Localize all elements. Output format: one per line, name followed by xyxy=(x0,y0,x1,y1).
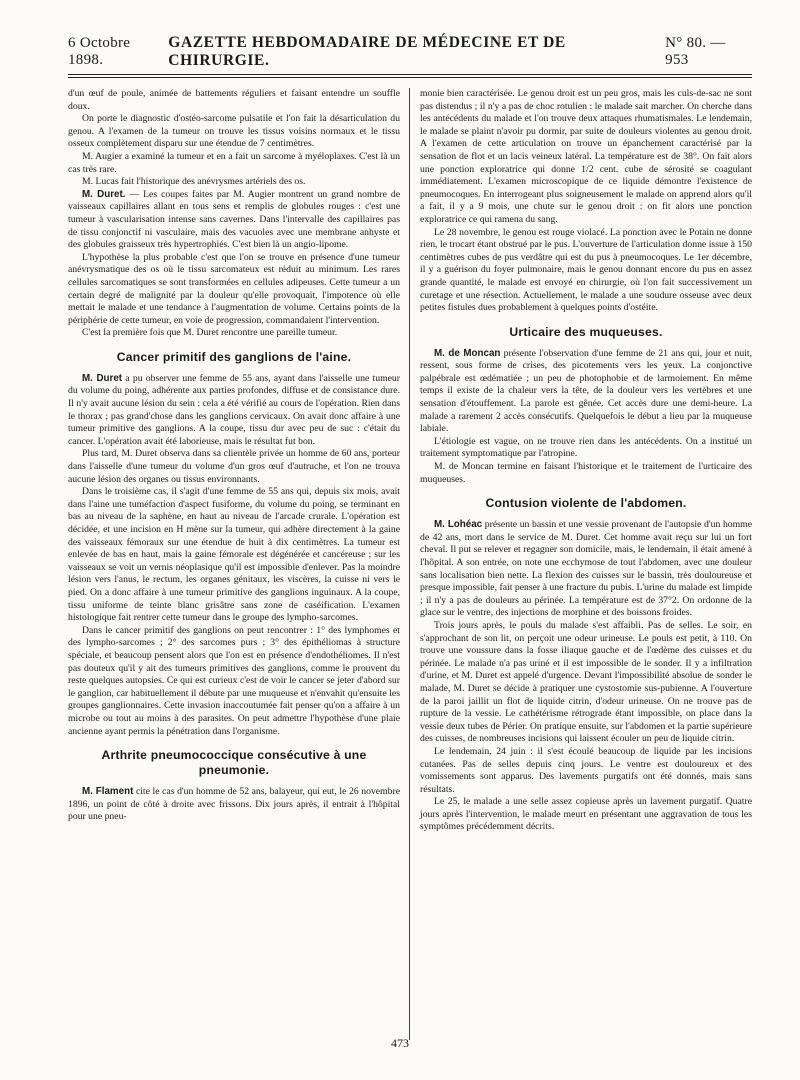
paragraph: Le lendemain, 24 juin : il s'est écoulé beaucoup de liquide par les incisions cutanées. Pas de selles depuis cinq jours. Le ventre est douloureux et des vomissements sont apparus. Des lavements purgatifs ont été donnés, mais sans résultats. xyxy=(420,745,752,795)
left-column xyxy=(68,88,410,1040)
paragraph: Dans le troisième cas, il s'agit d'une femme de 55 ans qui, depuis six mois, avait dans l'aine une tuméfaction d'aspect fusiforme, du volume du poing, se terminant en bas au niveau de la saphène, en haut au niveau de l'arcade crurale. L'opération est décidée, et une incision en H mène sur la tumeur, qui adhère directement à la gaine des vaisseaux fémoraux sur une étendue de huit à dix centimètres. La tumeur est enlevée de bas en haut, mais la gaine fémorale est dégénérée et cancéreuse ; sur les vaisseaux se voit un vernis néoplasique qu'il est impossible d'enlever. Pas la moindre lésion vers l'anus, le rectum, les organes génitaux, les viscères, la cuisse ni vers le pied. On a donc affaire à une tumeur primitive des ganglions inguinaux. A la coupe, tissu uniforme de teinte blanc grisâtre sans zone de caséification. L'examen histologique fait rentrer cette tumeur dans le groupe des lympho-sarcomes. xyxy=(68,486,400,624)
paragraph: d'un œuf de poule, animée de battements réguliers et faisant entendre un souffle doux. xyxy=(68,88,400,112)
running-head xyxy=(68,34,752,75)
paragraph: M. Augier a examiné la tumeur et en a fait un sarcome à myéloplaxes. C'est là un cas très rare. xyxy=(68,150,400,175)
header-rule xyxy=(68,77,752,78)
paragraph: On porte le diagnostic d'ostéo-sarcome pulsatile et l'on fait la désarticulation du genou. A l'examen de la tumeur on trouve les tissus voisins normaux et le tissu osseux complètement disparu sur une étendue de 7 centimètres. xyxy=(68,113,400,150)
journal-title: GAZETTE HEBDOMADAIRE DE MÉDECINE ET DE CHIRURGIE. xyxy=(168,34,566,69)
paragraph: L'hypothèse la plus probable c'est que l'on se trouve en présence d'une tumeur anévrysmatique des os où le tissu sarcomateux est réduit au minimum. Les rares cellules sarcomatiques se sont transformées en cellules adipeuses. Cette tumeur a un certain degré de malignité par la douleur qu'elle provoquait, l'impotence où elle mettait le malade et une tendance à l'augmentation de volume. Certains points de la périphérie de cette tumeur, en voie de progression, commandaient l'intervention. xyxy=(68,251,400,326)
speaker-name: M. Flament xyxy=(82,786,134,798)
paragraph-text: a pu observer une femme de 55 ans, ayant dans l'aisselle une tumeur du volume du poing, adhérente aux parties profondes, diffuse et de consistance dure. Il n'y avait aucune lésion du sein : cela a été vérifié au cours de l'opération. Rien dans le thorax ; pas grand'chose dans les ganglions cervicaux. On avait donc affaire à une tumeur primitive des ganglions. A la coupe, tissu dur avec peu de suc : c'était du cancer. L'opération avait été laborieuse, mais le résultat fut bon. xyxy=(68,372,400,447)
section-heading: Cancer primitif des ganglions de l'aine. xyxy=(116,349,352,364)
issue-page-number: N° 80. — 953 xyxy=(665,35,726,68)
paragraph-text: — Les coupes faites par M. Augier montrent un grand nombre de vaisseaux capillaires allant en tous sens et remplis de globules rouges : c'est une tumeur à vascularisation intense sans cavernes. Dans l'intervalle des capillaires pas de tissu conjonctif ni vasculaire, mais des vacuoles avec une membrane anhyste et des globules graisseux très hypertrophiés. C'est bien là un angio-lipome. xyxy=(68,188,400,251)
right-column xyxy=(410,88,752,1040)
speaker-name: M. de Moncan xyxy=(434,347,501,359)
speaker-name: M. Duret. xyxy=(82,188,126,200)
issue-date: 6 Octobre 1898. xyxy=(68,35,131,68)
speaker-name: M. Lohéac xyxy=(434,519,483,531)
paragraph xyxy=(68,786,400,824)
paragraph: Le 25, le malade a une selle assez copieuse après un lavement purgatif. Quatre jours après l'intervention, le malade meurt en présentant une aggravation de tous les symptômes précédemment décrits. xyxy=(420,796,752,833)
paragraph: L'étiologie est vague, on ne trouve rien dans les antécédents. On a institué un traitement symptomatique par l'atropine. xyxy=(420,435,752,460)
paragraph-text: présente un bassin et une vessie provenant de l'autopsie d'un homme de 42 ans, mort dans le service de M. Duret. Cet homme avait reçu sur lui un fort cheval. Il put se relever et regagner son domicile, mais, le lendemain, il était amené à l'hôpital. A son entrée, on note une ecchymose de tout l'abdomen, avec une douleur sans localisation bien nette. La flexion des cuisses sur le bassin, très douloureuse et presque impossible, fait penser à une fracture du pubis. L'urine du malade est limpide ; il n'y a pas de douleurs au périnée. La température est de 37°2. On ordonne de la glace sur le ventre, des injections de morphine et des boissons froides. xyxy=(420,519,752,619)
paragraph-text: cite le cas d'un homme de 52 ans, balayeur, qui eut, le 26 novembre 1896, un point de côté à droite avec frissons. Dix jours après, il entrait à l'hôpital pour une pneu- xyxy=(68,786,400,823)
section-heading: Urticaire des muqueuses. xyxy=(509,324,663,339)
text-columns xyxy=(68,88,752,1040)
folio-number: 473 xyxy=(391,1036,409,1050)
speaker-name: M. Duret xyxy=(82,372,123,384)
section-heading: Contusion violente de l'abdomen. xyxy=(485,496,687,511)
paragraph: M. Lucas fait l'historique des anévrysmes artériels des os. xyxy=(82,176,306,188)
paragraph: Plus tard, M. Duret observa dans sa clientèle privée un homme de 60 ans, porteur dans l'aisselle d'une tumeur du volume d'un gros œuf d'autruche, et l'on ne trouva aucune lésion des organes ou tissus environnants. xyxy=(68,448,400,485)
paragraph: M. de Moncan termine en faisant l'historique et le traitement de l'urticaire des muqueuses. xyxy=(420,461,752,485)
paragraph xyxy=(420,348,752,436)
paragraph xyxy=(68,373,400,449)
paragraph: C'est la première fois que M. Duret rencontre une pareille tumeur. xyxy=(82,327,338,339)
paragraph xyxy=(68,189,400,252)
section-heading: Arthrite pneumococcique consécutive à une pneumonie. xyxy=(101,748,367,778)
paragraph: monie bien caractérisée. Le genou droit est un peu gros, mais les culs-de-sac ne sont pas distendus ; il n'y a pas de choc rotulien : le malade sait marcher. On cherche dans les antécédents du malade et l'on trouve deux attaques rhumatismales. Le lendemain, le malade se plaint n'avoir pu dormir, par suite de douleurs violentes au genou droit. A l'examen de cette articulation on trouve un épanchement caractérisé par la sensation de flot et un lacis veineux latéral. La température est de 38°. On fait alors une ponction exploratrice qui donne 1/2 cent. cube de sérosité se coagulant immédiatement. L'examen microscopique de ce liquide démontre l'existence de pneumocoques. En interrogeant plus soigneusement le malade on apprend alors qu'il a fait, il y a 9 mois, une chute sur le genou droit : on fit alors une ponction exploratrice ce qui ramena du sang. xyxy=(420,88,752,225)
paragraph: Le 28 novembre, le genou est rouge violacé. La ponction avec le Potain ne donne rien, le trocart étant obstrué par le pus. L'ouverture de l'articulation donne issue à 150 centimètres cubes de pus verdâtre qui est du pus à pneumocoques. Le 1er décembre, il y a guérison du foyer pulmonaire, mais le genou donnant encore du pus en assez grande quantité, le malade est envoyé en chirurgie, où l'on fait successivement un curetage et une résection. Actuellement, le malade a une soudure osseuse avec deux petites fistules dues probablement à quelques points d'ostéite. xyxy=(420,226,752,314)
paragraph: Trois jours après, le pouls du malade s'est affaibli. Pas de selles. Le soir, en s'approchant de son lit, on perçoit une odeur urineuse. Le pouls est petit, à 110. On trouve une voussure dans la fosse iliaque gauche et de l'œdème des cuisses et du périnée. Le malade n'a pas uriné et il est impossible de le sonder. Il y a infiltration d'urine, et M. Duret est appelé d'urgence. Devant l'impossibilité absolue de sonder le malade, M. Duret se décide à pratiquer une cystostomie sus-pubienne. A l'ouverture de la paroi jaillit un flot de liquide citrin, d'odeur urineuse. On ne trouve pas de rupture de la vessie. Le cathétérisme rétrograde étant impossible, on place dans la vessie deux tubes de Périer. On pratique ensuite, sur l'abdomen et la partie supérieure des cuisses, de nombreuses incisions qui laissent écouler un peu de liquide citrin. xyxy=(420,619,752,745)
paragraph xyxy=(420,519,752,620)
paragraph-text: présente l'observation d'une femme de 21 ans qui, jour et nuit, ressent, sous forme de crises, des picotements vers les yeux. La conjonctive palpébrale est œdématiée ; un peu de photophobie et de larmoiement. En même temps il existe de la chaleur vers la tête, de la douleur vers les vertèbres et une sensation d'étouffement. La parole est gênée. Cet accès dure une demi-heure. La malade a rarement 2 accès consécutifs. Quelquefois le début a lieu par la muqueuse labiale. xyxy=(420,347,752,435)
paragraph: Dans le cancer primitif des ganglions on peut rencontrer : 1° des lymphomes et des lympho-sarcomes ; 2° des sarcomes purs ; 3° des épithéliomas à structure spéciale, et beaucoup pensent alors que l'on est en présence d'endothéliomes. Il n'est pas douteux qu'il y ait des tumeurs primitives des ganglions, comme le prouvent du reste quelques autopsies. Ce qui est curieux c'est de voir le cancer se jeter d'abord sur le ganglion, car habituellement il débute par une muqueuse et n'envahit qu'ensuite les groupes ganglionnaires. Cette invasion inaccoutumée fait penser qu'on a affaire à un microbe ou tout au moins à des parasites. On peut admettre l'hypothèse d'une plaie ancienne ayant permis la pénétration dans l'organisme. xyxy=(68,624,400,737)
